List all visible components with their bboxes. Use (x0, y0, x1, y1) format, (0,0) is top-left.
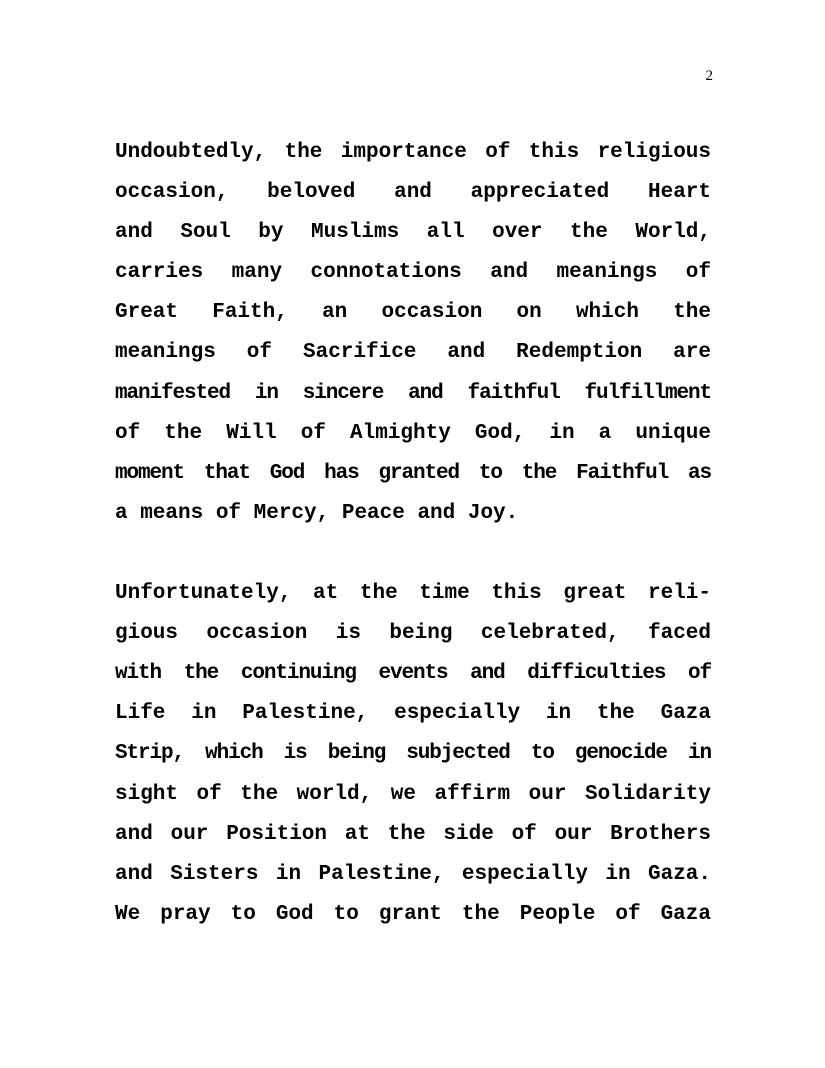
text-line: carries many connotations and meanings of (115, 261, 711, 285)
body-text (115, 133, 711, 935)
text-line: Strip, which is being subjected to genocide in (115, 742, 711, 766)
text-line: and Sisters in Palestine, especially in Gaza. (115, 862, 711, 886)
text-line: meanings of Sacrifice and Redemption are (115, 341, 711, 365)
text-line: occasion, beloved and appreciated Heart (115, 181, 711, 205)
text-line: Unfortunately, at the time this great reli- (115, 582, 711, 606)
paragraph-eid-importance (115, 133, 711, 534)
page-number: 2 (705, 68, 713, 84)
text-line: Great Faith, an occasion on which the (115, 301, 711, 325)
text-line: and Soul by Muslims all over the World, (115, 221, 711, 245)
text-line: a means of Mercy, Peace and Joy. (115, 501, 519, 525)
text-line: and our Position at the side of our Brothers (115, 822, 711, 846)
text-line: gious occasion is being celebrated, faced (115, 622, 711, 646)
text-line: We pray to God to grant the People of Gaza (115, 902, 711, 926)
paragraph-palestine-solidarity (115, 574, 711, 935)
text-line: Life in Palestine, especially in the Gaza (115, 702, 711, 726)
text-line: manifested in sincere and faithful fulfillment (115, 381, 711, 405)
text-line: with the continuing events and difficulties of (115, 662, 711, 686)
text-line: of the Will of Almighty God, in a unique (115, 421, 711, 445)
text-line: moment that God has granted to the Faithful as (115, 461, 711, 485)
paragraph-spacer (115, 534, 711, 574)
text-line: sight of the world, we affirm our Solidarity (115, 782, 711, 806)
text-line: Undoubtedly, the importance of this religious (115, 141, 711, 164)
